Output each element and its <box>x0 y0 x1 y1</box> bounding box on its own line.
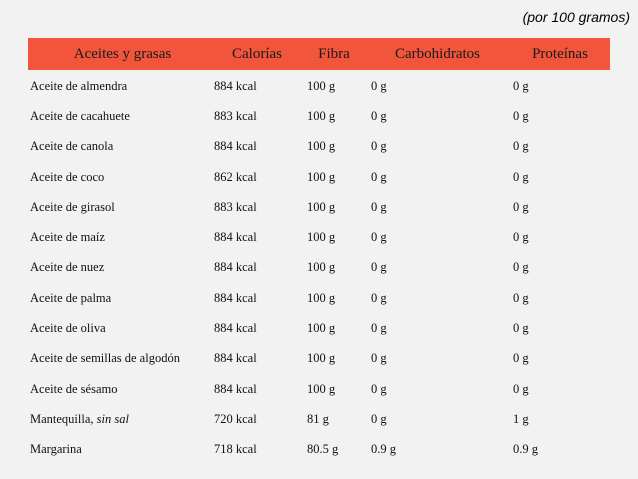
cell-proteinas: 0 g <box>513 321 529 336</box>
cell-calorias: 720 kcal <box>214 411 257 426</box>
cell-calorias: 884 kcal <box>214 321 257 336</box>
cell-name-text: Aceite de nuez <box>30 260 105 275</box>
header-calorias: Calorías <box>232 45 282 62</box>
cell-fibra: 81 g <box>307 411 329 426</box>
cell-name-text: Aceite de almendra <box>30 78 128 93</box>
cell-fibra: 100 g <box>307 139 336 154</box>
table-row <box>28 313 610 343</box>
cell-calorias: 883 kcal <box>214 108 257 123</box>
cell-name <box>28 170 211 185</box>
cell-name <box>28 321 211 336</box>
cell-name-text: Aceite de maíz <box>30 230 105 245</box>
cell-proteinas: 0 g <box>513 351 529 366</box>
cell-fibra: 100 g <box>307 381 336 396</box>
cell-name-text: Aceite de oliva <box>30 321 106 336</box>
cell-fibra: 100 g <box>307 290 336 305</box>
cell-name <box>28 351 211 366</box>
table-row <box>28 344 610 374</box>
cell-name <box>28 412 211 427</box>
cell-proteinas: 0 g <box>513 169 529 184</box>
table-body <box>28 70 610 465</box>
cell-calorias: 884 kcal <box>214 290 257 305</box>
table-row <box>28 283 610 313</box>
cell-calorias: 884 kcal <box>214 139 257 154</box>
cell-fibra: 80.5 g <box>307 442 339 457</box>
cell-name-text: Aceite de palma <box>30 290 112 305</box>
cell-fibra: 100 g <box>307 321 336 336</box>
table-row <box>28 374 610 404</box>
cell-name <box>28 79 211 94</box>
cell-calorias: 883 kcal <box>214 199 257 214</box>
cell-name <box>28 382 211 397</box>
cell-name-note: sin sal <box>96 411 129 426</box>
cell-name <box>28 109 211 124</box>
cell-calorias: 718 kcal <box>214 442 257 457</box>
cell-calorias: 884 kcal <box>214 381 257 396</box>
cell-name <box>28 260 211 275</box>
cell-fibra: 100 g <box>307 108 336 123</box>
cell-fibra: 100 g <box>307 230 336 245</box>
cell-proteinas: 0 g <box>513 290 529 305</box>
cell-name <box>28 139 211 154</box>
header-carbohidratos: Carbohidratos <box>395 45 480 62</box>
cell-name <box>28 200 211 215</box>
cell-carbohidratos: 0 g <box>371 351 387 366</box>
table-row <box>28 435 610 465</box>
cell-name-text: Aceite de girasol <box>30 199 115 214</box>
cell-carbohidratos: 0 g <box>371 381 387 396</box>
cell-carbohidratos: 0 g <box>371 321 387 336</box>
cell-carbohidratos: 0 g <box>371 199 387 214</box>
cell-fibra: 100 g <box>307 351 336 366</box>
cell-name-text: Aceite de cacahuete <box>30 108 130 123</box>
table-row <box>28 222 610 252</box>
nutrition-table <box>28 38 610 465</box>
header-aceites: Aceites y grasas <box>73 45 172 62</box>
cell-calorias: 884 kcal <box>214 78 257 93</box>
cell-carbohidratos: 0 g <box>371 169 387 184</box>
unit-caption: (por 100 gramos) <box>522 9 630 25</box>
cell-proteinas: 0 g <box>513 78 529 93</box>
cell-name-text: Aceite de sésamo <box>30 381 118 396</box>
table-row <box>28 132 610 162</box>
table-row <box>28 162 610 192</box>
header-fibra: Fibra <box>318 45 350 62</box>
cell-fibra: 100 g <box>307 260 336 275</box>
cell-calorias: 862 kcal <box>214 169 257 184</box>
cell-proteinas: 0 g <box>513 108 529 123</box>
header-proteinas: Proteínas <box>532 45 588 62</box>
cell-name <box>28 291 211 306</box>
cell-carbohidratos: 0 g <box>371 78 387 93</box>
table-row <box>28 101 610 131</box>
cell-proteinas: 0 g <box>513 139 529 154</box>
cell-name-text: Aceite de coco <box>30 169 105 184</box>
cell-calorias: 884 kcal <box>214 230 257 245</box>
cell-carbohidratos: 0 g <box>371 108 387 123</box>
cell-fibra: 100 g <box>307 199 336 214</box>
cell-carbohidratos: 0 g <box>371 260 387 275</box>
cell-fibra: 100 g <box>307 169 336 184</box>
table-row <box>28 192 610 222</box>
cell-proteinas: 0 g <box>513 230 529 245</box>
cell-name <box>28 442 211 457</box>
cell-proteinas: 0 g <box>513 199 529 214</box>
cell-carbohidratos: 0 g <box>371 290 387 305</box>
cell-calorias: 884 kcal <box>214 351 257 366</box>
cell-carbohidratos: 0 g <box>371 139 387 154</box>
cell-name-text: Mantequilla, <box>30 411 94 426</box>
cell-name-text: Margarina <box>30 442 82 457</box>
cell-name <box>28 230 211 245</box>
table-header <box>28 38 610 70</box>
cell-calorias: 884 kcal <box>214 260 257 275</box>
cell-carbohidratos: 0 g <box>371 230 387 245</box>
cell-carbohidratos: 0 g <box>371 411 387 426</box>
table-row <box>28 253 610 283</box>
cell-proteinas: 1 g <box>513 411 529 426</box>
cell-proteinas: 0.9 g <box>513 442 538 457</box>
cell-proteinas: 0 g <box>513 381 529 396</box>
cell-name-text: Aceite de canola <box>30 139 114 154</box>
cell-proteinas: 0 g <box>513 260 529 275</box>
table-row <box>28 71 610 101</box>
cell-carbohidratos: 0.9 g <box>371 442 396 457</box>
table-row <box>28 404 610 434</box>
cell-fibra: 100 g <box>307 78 336 93</box>
cell-name-text: Aceite de semillas de algodón <box>30 351 180 366</box>
